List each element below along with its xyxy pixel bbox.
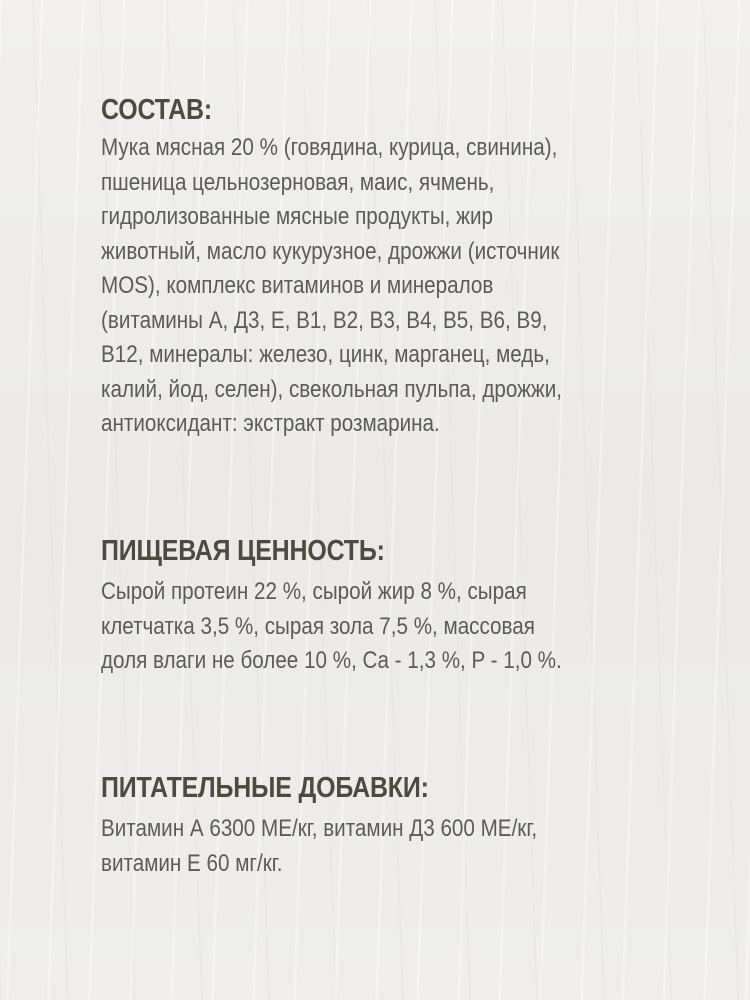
additives-text: [101, 812, 661, 881]
additives-line: витамин Е 60 мг/кг.: [101, 849, 283, 877]
composition-text: [101, 131, 661, 442]
additives-line: Витамин А 6300 МЕ/кг, витамин Д3 600 МЕ/кг,: [101, 815, 538, 842]
composition-line: В12, минералы: железо, цинк, марганец, медь,: [101, 341, 550, 368]
additives-title: ПИТАТЕЛЬНЫЕ ДОБАВКИ:: [101, 772, 429, 804]
composition-section: [101, 93, 661, 442]
nutrition-section: [101, 534, 661, 679]
composition-line: антиоксидант: экстракт розмарина.: [101, 410, 440, 437]
nutrition-line: клетчатка 3,5 %, сырая зола 7,5 %, массовая: [101, 612, 535, 640]
nutrition-text: [101, 575, 661, 679]
composition-line: калий, йод, селен), свекольная пульпа, дрожжи,: [101, 375, 563, 403]
composition-line: гидролизованные мясные продукты, жир: [101, 203, 493, 230]
composition-line: Мука мясная 20 % (говядина, курица, свинина),: [101, 134, 558, 161]
nutrition-line: доля влаги не более 10 %, Ca - 1,3 %, P - 1,0 %.: [101, 647, 562, 674]
nutrition-title: ПИЩЕВАЯ ЦЕННОСТЬ:: [101, 535, 385, 567]
composition-line: (витамины А, Д3, Е, В1, В2, В3, В4, В5, В6, В9,: [101, 306, 548, 334]
additives-section: [101, 771, 661, 881]
nutrition-line: Сырой протеин 22 %, сырой жир 8 %, сырая: [101, 578, 527, 605]
composition-line: пшеница цельнозерновая, маис, ячмень,: [101, 168, 495, 196]
composition-line: MOS), комплекс витаминов и минералов: [101, 272, 494, 299]
composition-title: СОСТАВ:: [101, 94, 212, 126]
composition-line: животный, масло кукурузное, дрожжи (источник: [101, 237, 560, 265]
